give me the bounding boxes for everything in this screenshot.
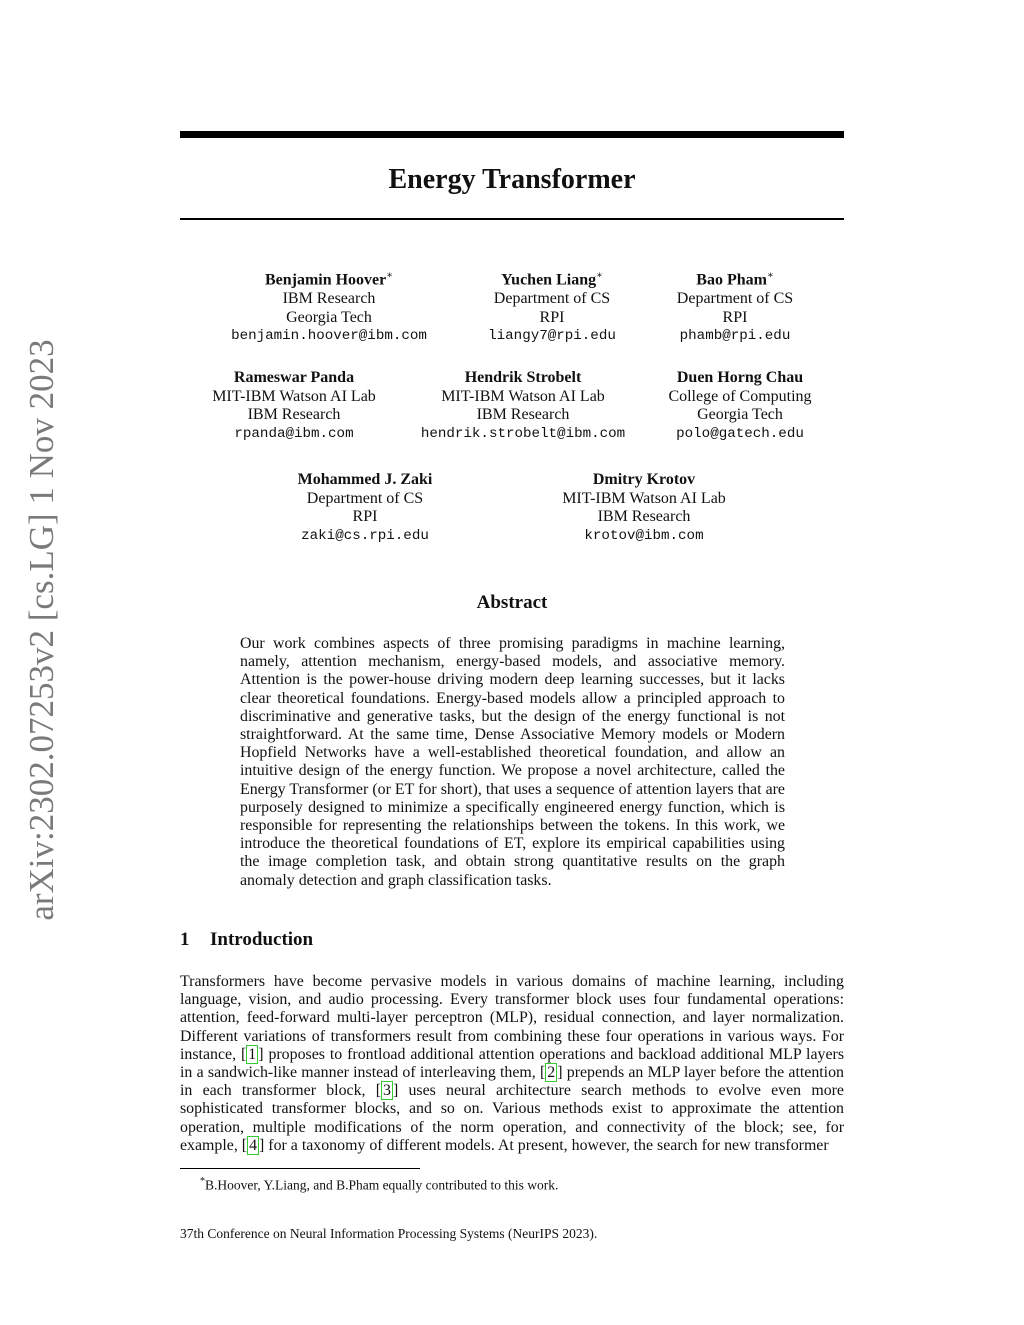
author-email[interactable]: rpanda@ibm.com bbox=[234, 425, 354, 442]
author-affiliation: Department of CS bbox=[676, 289, 794, 307]
author-affiliation: RPI bbox=[352, 508, 378, 526]
equal-contribution-mark: ∗ bbox=[596, 270, 603, 281]
author-email[interactable]: hendrik.strobelt@ibm.com bbox=[420, 425, 626, 442]
section-title: Introduction bbox=[210, 929, 314, 950]
paragraph-text: for a taxonomy of different models. At present, however, the search for new transformer bbox=[264, 1136, 829, 1154]
author-block bbox=[414, 369, 632, 443]
author-email[interactable]: benjamin.hoover@ibm.com bbox=[231, 328, 427, 345]
paragraph-text: proposes to frontload additional attention operations and backload additional MLP layers in a sandwich-like manner instead of interleaving them, bbox=[180, 1045, 844, 1082]
title-bottom-rule bbox=[180, 218, 844, 220]
section-number: 1 bbox=[180, 929, 190, 950]
title-top-rule bbox=[180, 131, 844, 138]
author-affiliation: Department of CS bbox=[306, 489, 424, 507]
author-email[interactable]: liangy7@rpi.edu bbox=[488, 328, 616, 345]
author-name: Hendrik Strobelt bbox=[464, 369, 582, 386]
paragraph-text: uses neural architecture search methods to evolve even more sophisticated transformer blocks, and so on. Various methods exist to approximate the attention operation, multiple modifications of the norm operation, and connectivity of the block; see, for example, bbox=[180, 1082, 844, 1154]
footnote-mark: * bbox=[200, 1176, 205, 1187]
author-affiliation: MIT-IBM Watson AI Lab bbox=[212, 387, 376, 405]
introduction-paragraph: Transformers have become pervasive models in various domains of machine learning, including language, vision, and audio processing. Every transformer block uses four fundamental operations: attention, feed-forward multi-layer perceptron (MLP), residual connection, and layer normalization. Different variations of transformers result from combining these four operations in various ways. For instance, [ 1 ] proposes to frontload additional attention operations and backload additional MLP layers in a sandwich-like manner instead of interleaving them, [ 2 ] prepends an MLP layer before the attention in each transformer block, [ 3 ] uses neural architecture search methods to evolve even more sophisticated transformer blocks, and so on. Various methods exist to approximate the attention operation, multiple modifications of the norm operation, and connectivity of the block; see, for example, [ 4 ] for a taxonomy of different models. At present, however, the search for new transformer bbox=[180, 973, 844, 1154]
author-block bbox=[554, 471, 734, 545]
author-affiliation: IBM Research bbox=[597, 508, 691, 526]
author-affiliation: MIT-IBM Watson AI Lab bbox=[441, 387, 605, 405]
equal-contribution-mark: ∗ bbox=[386, 270, 394, 281]
abstract-text: Our work combines aspects of three promising paradigms in machine learning, namely, attention mechanism, energy-based models, and associative memory. Attention is the power-house driving modern deep learning successes, but it lacks clear theoretical foundations. Energy-based models allow a principled approach to discriminative and generative tasks, but the design of the energy functional is not straightforward. At the same time, Dense Associative Memory models or Modern Hopfield Networks have a well-established theoretical foundation, and allow an intuitive design of the energy function. We propose a novel architecture, called the Energy Transformer (or ET for short), that uses a sequence of attention layers that are purposely designed to minimize a specifically engineered energy function, which is responsible for representing the relationships between the tokens. In this work, we introduce the theoretical foundations of ET, explore its empirical capabilities using the image completion task, and obtain strong quantitative results on the graph anomaly detection and graph classification tasks. bbox=[240, 635, 785, 889]
author-email[interactable]: zaki@cs.rpi.edu bbox=[301, 527, 429, 544]
citation-link[interactable]: 2 bbox=[547, 1064, 556, 1082]
equal-contribution-mark: ∗ bbox=[766, 270, 774, 281]
citation-link[interactable]: 1 bbox=[248, 1045, 257, 1063]
citation-link[interactable]: 3 bbox=[383, 1082, 391, 1100]
author-affiliation: MIT-IBM Watson AI Lab bbox=[562, 489, 726, 507]
author-block bbox=[480, 267, 624, 346]
paragraph-text: Transformers have become pervasive models in various domains of machine learning, including language, vision, and audio processing. Every transformer block uses four fundamental operations: attention, feed-forward multi-layer perceptron (MLP), residual connection, and layer normalization. Different variations of transformers result from combining these four operations in various ways. For instance, bbox=[180, 973, 844, 1063]
author-affiliation: RPI bbox=[539, 308, 565, 326]
citation-link[interactable]: 4 bbox=[249, 1136, 258, 1154]
author-email[interactable]: phamb@rpi.edu bbox=[679, 328, 791, 345]
paragraph-text: prepends an MLP layer before the attention in each transformer block, bbox=[180, 1064, 844, 1100]
paper-title: Energy Transformer bbox=[388, 164, 636, 195]
author-name: Rameswar Panda bbox=[233, 369, 355, 386]
author-affiliation: Department of CS bbox=[493, 289, 611, 307]
author-name: Mohammed J. Zaki bbox=[297, 471, 433, 488]
footnote bbox=[200, 1174, 558, 1194]
author-affiliation: IBM Research bbox=[476, 406, 570, 424]
author-affiliation: RPI bbox=[722, 308, 748, 326]
author-affiliation: IBM Research bbox=[282, 289, 376, 307]
author-name: Dmitry Krotov bbox=[592, 471, 696, 488]
author-block bbox=[670, 267, 800, 346]
author-block bbox=[228, 267, 430, 346]
author-name: Yuchen Liang bbox=[501, 271, 597, 289]
venue-footer: 37th Conference on Neural Information Processing Systems (NeurIPS 2023). bbox=[180, 1226, 598, 1241]
author-email[interactable]: polo@gatech.edu bbox=[676, 425, 804, 442]
author-name: Duen Horng Chau bbox=[676, 369, 804, 386]
author-name: Benjamin Hoover bbox=[264, 271, 387, 289]
author-affiliation: IBM Research bbox=[247, 406, 341, 424]
author-affiliation: College of Computing bbox=[668, 387, 812, 405]
section-heading-introduction bbox=[180, 929, 313, 951]
abstract-heading: Abstract bbox=[476, 592, 548, 613]
author-affiliation: Georgia Tech bbox=[697, 406, 783, 424]
author-affiliation: Georgia Tech bbox=[286, 308, 372, 326]
arxiv-identifier: arXiv:2302.07253v2 [cs.LG] 1 Nov 2023 bbox=[22, 339, 61, 921]
author-block bbox=[662, 369, 818, 443]
footnote-text: B.Hoover, Y.Liang, and B.Pham equally contributed to this work. bbox=[205, 1177, 559, 1193]
author-name: Bao Pham bbox=[696, 271, 767, 289]
author-block bbox=[204, 369, 384, 443]
author-email[interactable]: krotov@ibm.com bbox=[584, 527, 704, 544]
footnote-rule bbox=[180, 1168, 420, 1169]
author-block bbox=[294, 471, 436, 545]
